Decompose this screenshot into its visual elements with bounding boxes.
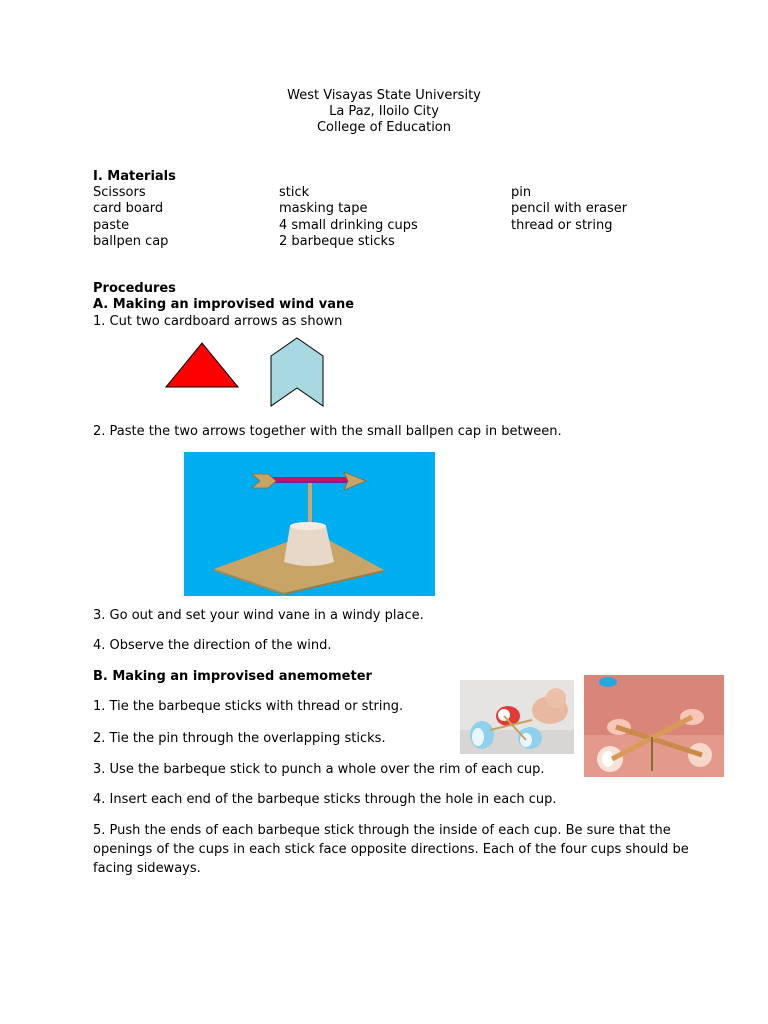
- materials-heading: I. Materials: [93, 169, 176, 184]
- section-b-step-1: 1. Tie the barbeque sticks with thread or string.: [93, 699, 404, 714]
- materials-column-3: [511, 185, 627, 234]
- section-b-step-2: 2. Tie the pin through the overlapping sticks.: [93, 731, 386, 746]
- material-item: 2 barbeque sticks: [279, 233, 395, 249]
- procedures-heading: Procedures: [93, 281, 176, 296]
- section-a-step-1: 1. Cut two cardboard arrows as shown: [93, 314, 343, 329]
- material-item: card board: [93, 201, 164, 217]
- university-location: La Paz, Iloilo City: [329, 104, 439, 119]
- material-item: paste: [93, 217, 130, 233]
- materials-column-2: [279, 185, 418, 250]
- material-item: masking tape: [279, 201, 368, 217]
- blue-paper-scrap: [598, 676, 618, 688]
- materials-column-1: [93, 185, 168, 250]
- section-b-step-5: 5. Push the ends of each barbeque stick through the inside of each cup. Be sure that the openings of the cups in each stick face opposite directions. Each of the four cups should be facing sideways.: [93, 823, 689, 876]
- material-item: thread or string: [511, 217, 613, 233]
- section-a-step-4: 4. Observe the direction of the wind.: [93, 638, 332, 653]
- document-header: [0, 88, 768, 136]
- material-item: ballpen cap: [93, 233, 169, 249]
- section-a-heading: A. Making an improvised wind vane: [93, 297, 355, 312]
- section-b-step-3: 3. Use the barbeque stick to punch a whole over the rim of each cup.: [93, 762, 545, 777]
- anemometer-photo-1: [460, 680, 574, 754]
- section-b-step-4: 4. Insert each end of the barbeque sticks through the hole in each cup.: [93, 792, 557, 807]
- university-name: West Visayas State University: [287, 88, 481, 103]
- anemometer-photo-2: [584, 675, 724, 777]
- material-item: 4 small drinking cups: [279, 217, 418, 233]
- section-b-heading: B. Making an improvised anemometer: [93, 669, 372, 684]
- section-a-step-3: 3. Go out and set your wind vane in a windy place.: [93, 608, 424, 623]
- college-name: College of Education: [316, 120, 452, 135]
- wind-vane-illustration: [184, 452, 435, 596]
- blue-chevron-arrow-tail: [268, 335, 326, 409]
- material-item: pencil with eraser: [511, 201, 628, 217]
- section-a-step-2: 2. Paste the two arrows together with the small ballpen cap in between.: [93, 424, 562, 439]
- material-item: pin: [511, 185, 532, 200]
- red-triangle-arrow-tip: [164, 340, 240, 390]
- material-item: Scissors: [93, 185, 146, 200]
- material-item: stick: [279, 185, 310, 200]
